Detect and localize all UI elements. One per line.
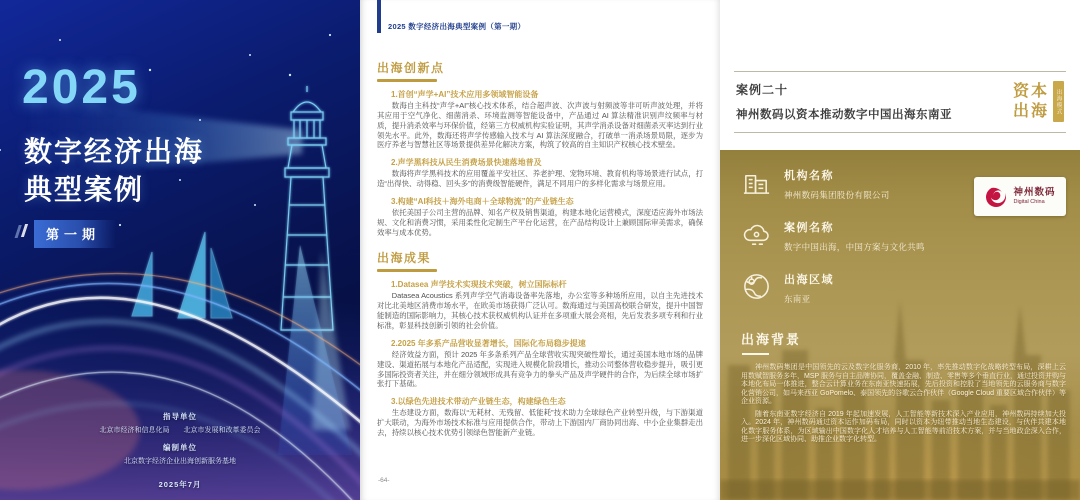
mode-text: 资本 出海 bbox=[1012, 82, 1049, 120]
cover-title-line1: 数字经济出海 bbox=[24, 136, 205, 167]
page-running-header bbox=[377, 0, 703, 33]
cover-footer bbox=[0, 404, 360, 490]
result-item-1-heading: 1.Datasea 声学技术实现技术突破，树立国际标杆 bbox=[391, 280, 567, 290]
result-item-2-body: 经济效益方面，预计 2025 年多条系列产品全球营收实现突破性增长，通过美国本地市场的品牌建设、渠道拓展与本地化产品适配，实现进入规模化阶段增长，推动公司整体营收稳步提升，吸引更多国际投资者关注，并在细分领域形成具有竞争力的拳头产品及声学硬件的合作，为后续全球市场扩张打下基础。 bbox=[377, 349, 703, 389]
background-underline bbox=[742, 353, 769, 355]
info-label: 出海区域 bbox=[784, 274, 834, 286]
cover-title-line2: 典型案例 bbox=[24, 174, 145, 205]
result-item-3-heading: 3.以绿色先进技术带动产业链生态，构建绿色生态 bbox=[391, 397, 566, 407]
mode-vertical-tag: 出海模式 bbox=[1053, 81, 1064, 122]
compile-org: 北京数字经济企业出海创新服务基地 bbox=[124, 458, 236, 465]
innovation-item-2-heading: 2.声学黑科技从民生消费场景快速落地普及 bbox=[391, 158, 542, 168]
case-body bbox=[720, 150, 1080, 500]
info-label: 案例名称 bbox=[784, 222, 834, 234]
case-header-block bbox=[720, 71, 1080, 133]
background-section bbox=[720, 323, 1080, 445]
case-panel bbox=[720, 0, 1080, 500]
background-title: 出海背景 bbox=[741, 332, 802, 347]
section-underline bbox=[377, 79, 437, 82]
case-info-list bbox=[720, 150, 1080, 305]
digital-china-swirl-icon bbox=[984, 185, 1008, 209]
section-title-results: 出海成果 bbox=[377, 251, 432, 266]
globe-icon bbox=[741, 271, 772, 302]
info-row-region bbox=[741, 271, 1066, 305]
cover-page bbox=[0, 0, 360, 500]
info-value: 数字中国出海，中国方案与文化共鸣 bbox=[784, 242, 925, 252]
issue-badge: 第一期 bbox=[34, 220, 116, 248]
case-heading-text bbox=[736, 81, 952, 122]
background-paragraph-2: 随着东南亚数字经济自 2019 年起加速发展，人工智能等新技术深入产业应用，神州数码持续加大投入。2024 年，神州数码通过资本运作加码布局，同时以资本为纽带推动当地生态建设，与伙伴共建本地化数字服务体系，为区域输出中国数字化人才培养与人工智能等前沿技术方案，并与当地政企深入合作，进一步深化区域协同、助推企业数字化转型。 bbox=[741, 410, 1066, 444]
guide-label: 指导单位 bbox=[163, 412, 197, 421]
guide-orgs bbox=[0, 425, 360, 435]
content-page bbox=[360, 0, 720, 500]
innovation-item-1-heading: 1.首创“声学+AI”技术应用多领域智能设备 bbox=[391, 90, 539, 99]
logo-name-cn: 神州数码 bbox=[1013, 186, 1056, 198]
case-number: 案例二十 bbox=[736, 83, 789, 97]
innovation-item-2-body: 数海将声学黑科技术的应用覆盖平安社区、养老护理、宠物环境、教育机构等场景进行试点，打造“出得快、动得稳、回头多”的消费级智能硬件，满足不同用户的多样化需求与场景应用。 bbox=[377, 169, 703, 189]
info-label: 机构名称 bbox=[784, 170, 834, 182]
section-underline bbox=[377, 269, 437, 272]
cover-year: 2025 bbox=[22, 61, 141, 114]
guide-org-2: 北京市发展和改革委员会 bbox=[183, 427, 261, 434]
logo-name-en: Digital China bbox=[1013, 198, 1045, 205]
innovation-item-3-body: 依托美国子公司主营的品牌、知名产权及销售渠道，构建本地化运营模式，深度适应海外市场法规、文化和消费习惯，采用柔性化定制生产平台化运营，在产品结构设计上兼顾国际审美需求，确保效率与成本优势。 bbox=[377, 207, 703, 237]
divider-bottom bbox=[734, 132, 1066, 133]
guide-org-1: 北京市经济和信息化局 bbox=[99, 427, 170, 434]
info-row-case-name bbox=[741, 219, 1066, 253]
digital-china-logo bbox=[974, 177, 1066, 216]
result-item-1-body: Datasea Acoustics 系列声学空气消毒设备率先落地，办公室等多种场所应用，以自主先进技术对比北美地区消费市场水平，在欧美市场获得广泛认可。数海通过与美国高校联合研发，提升中国智能制造的国际影响力，其核心技术获权威机构认证并在多项重大展会亮相，先后发表多项专利和行业标准，彰显科技创新引领的社会价值。 bbox=[377, 291, 703, 330]
compile-label: 编制单位 bbox=[163, 443, 197, 452]
page-number: -64- bbox=[378, 477, 390, 484]
background-paragraph-1: 神州数码集团是中国领先的云及数字化服务商，2010 年，率先推动数字化战略转型布局，深耕上云用数赋智服务多年，MSP 服务与自主品牌协同，覆盖金融、制造、零售等多个垂直行业，通过投资并购与本地化布局一体推进，整合云计算业务在东南亚快速拓展，先后投资和控股了当地领先的云服务商与数字化营销公司，如马来西亚 GoPomelo、泰国领先的谷歌云合作伙伴（Google Cloud 重要区域合作伙伴）等企业资源。 bbox=[741, 364, 1066, 406]
case-title: 神州数码以资本推动数字中国出海东南亚 bbox=[736, 109, 952, 121]
innovation-item-3-heading: 3.构建“AI科技＋海外电商＋全球物流”的产业链生态 bbox=[391, 196, 574, 206]
running-header-text: 2025 数字经济出海典型案例（第一期） bbox=[388, 22, 526, 31]
cloud-icon bbox=[741, 219, 772, 250]
section-title-innovation: 出海创新点 bbox=[377, 61, 445, 75]
result-item-2-heading: 2.2025 年多系产品营收显著增长，国际化布局稳步提速 bbox=[391, 338, 586, 348]
info-value: 神州数码集团股份有限公司 bbox=[784, 190, 890, 200]
publish-date: 2025年7月 bbox=[158, 480, 202, 489]
innovation-item-1-body: 数海自主科技“声学+AI”核心技术体系，结合超声波、次声波与射频波等非可听声波处理，并将其应用于空气净化、细菌消杀、环境监测等智能设备中，产品通过 AI 算法精准识别声纹频率与材质，提升消杀效率与环保价值，经第三方权威机构实验证明，其声学消杀设备对细菌杀灭率达到行业领先水平。此外，数海还将声学传感输入技术与 AI 算法深度融合，打破单一消杀场景局限，逐步为医疗养老与智慧社区等场景提供差异化解决方案，构筑了较高的自主知识产权核心技术壁垒。 bbox=[377, 101, 703, 150]
result-item-3-body: 生态建设方面，数海以“无耗材、无残留、低能耗”技术助力全球绿色产业转型升级，与下游渠道扩大联动，为海外市场技术标准与应用提供合作，带动上下游国内厂商协同出海、中小企业集群走出去，持续以核心技术优势引领绿色智能新产业链。 bbox=[377, 408, 703, 437]
mode-badge bbox=[1013, 81, 1064, 122]
header-accent-bar bbox=[377, 0, 381, 33]
building-icon bbox=[741, 167, 772, 198]
info-value: 东南亚 bbox=[784, 294, 811, 304]
